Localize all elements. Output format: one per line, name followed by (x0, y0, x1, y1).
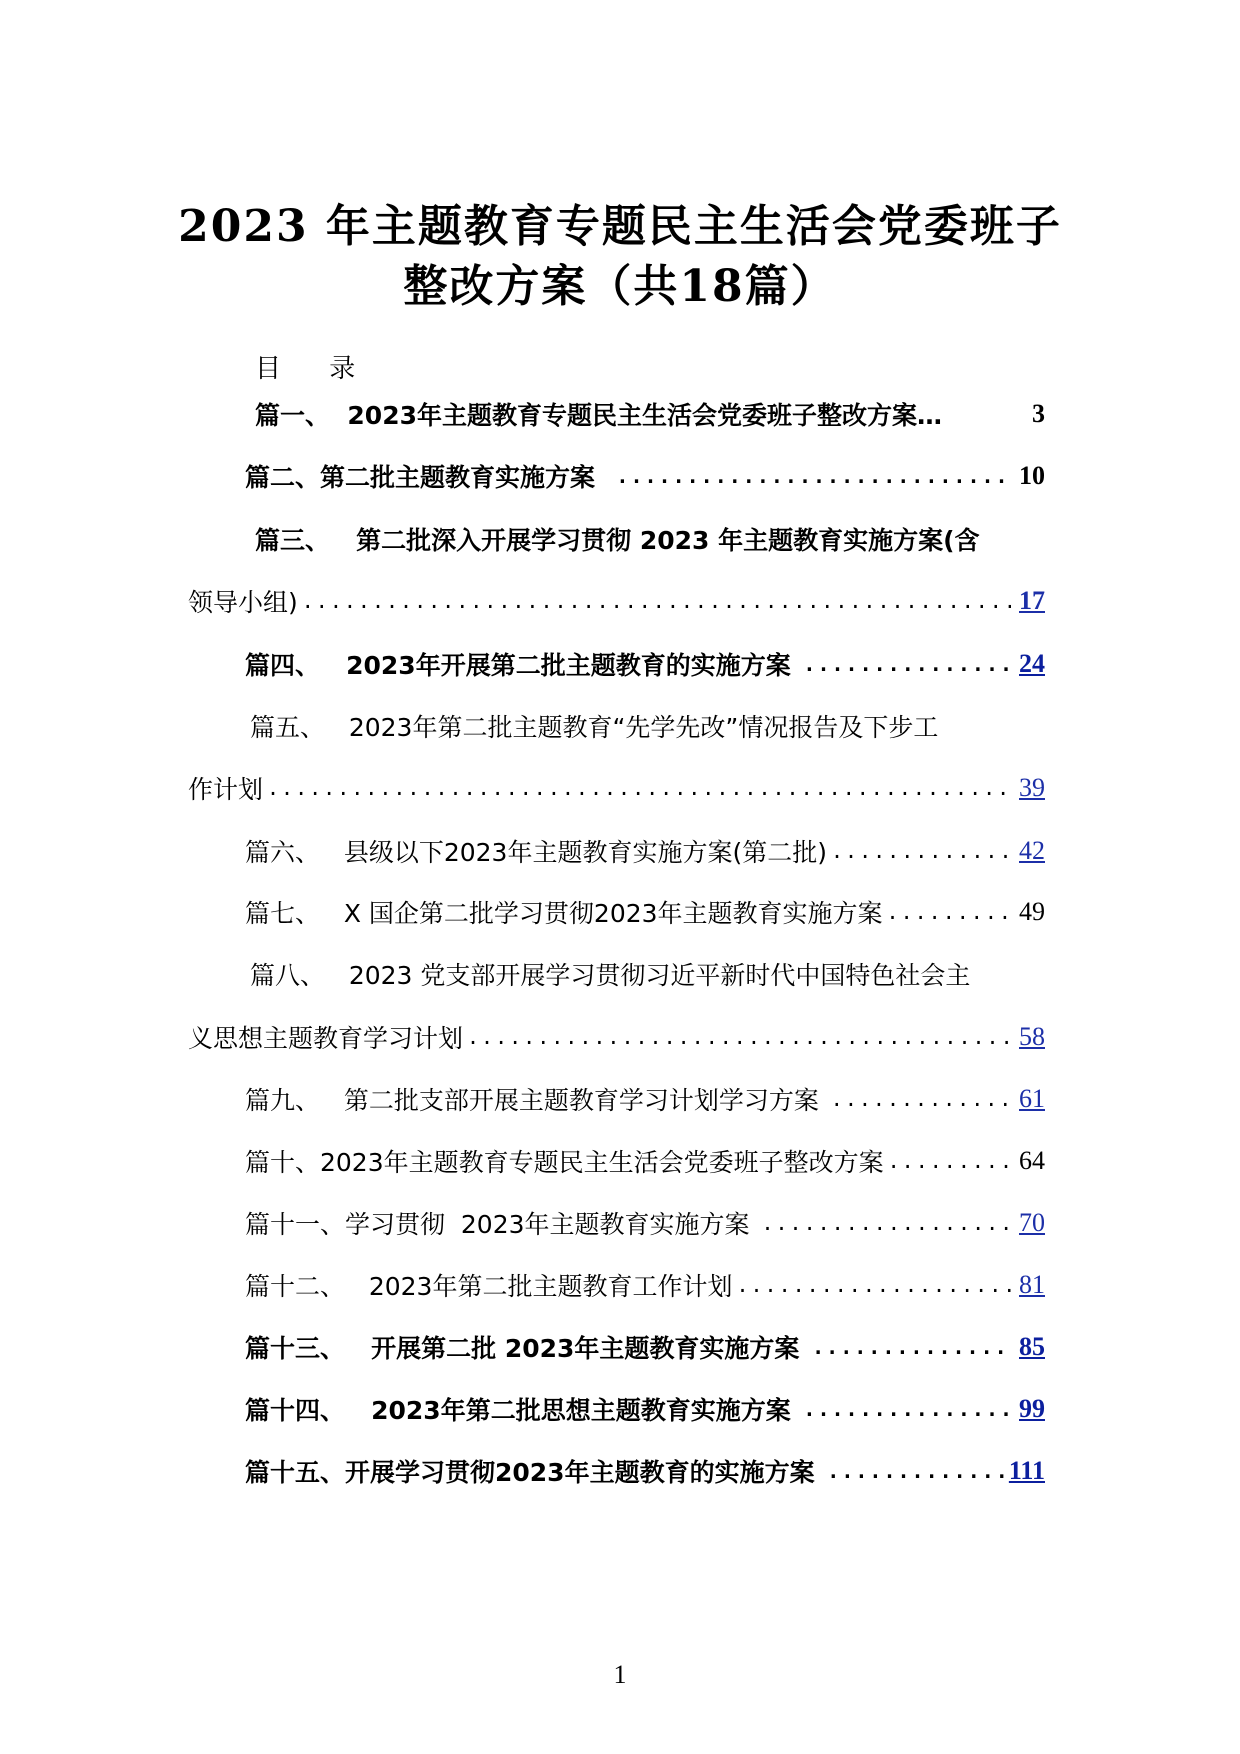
toc-entry-label: 篇七、 X 国企第二批学习贯彻2023年主题教育实施方案 (245, 899, 883, 928)
toc-leader (888, 1149, 1011, 1173)
toc-entry-12[interactable] (245, 1265, 1045, 1305)
toc-entry-10[interactable] (245, 1141, 1045, 1181)
toc-entry-label: 篇五、 2023年第二批主题教育“先学先改”情况报告及下步工 (250, 713, 939, 742)
toc-entry-label: 篇二、第二批主题教育实施方案 (245, 463, 613, 492)
toc-leader (302, 589, 1011, 613)
toc-page-link[interactable]: 58 (1019, 1022, 1045, 1051)
toc-page-link[interactable]: 99 (1019, 1394, 1045, 1423)
toc-entry-11[interactable] (245, 1203, 1045, 1243)
toc-entry-label: 作计划 (188, 775, 264, 804)
toc-page-link[interactable]: 61 (1019, 1084, 1045, 1113)
toc-entry-6[interactable] (245, 831, 1045, 871)
toc-entry-5-cont[interactable] (188, 768, 1045, 808)
page-number: 1 (613, 1660, 627, 1689)
toc-page-link[interactable]: 42 (1019, 836, 1045, 865)
toc-entry-label: 篇六、 县级以下2023年主题教育实施方案(第二批) (245, 838, 827, 867)
document-title-line1: 2023 年主题教育专题民主生活会党委班子 (178, 201, 1062, 252)
document-title-line2: 整改方案（共18篇） (403, 261, 837, 312)
toc-entry-label: 篇九、 第二批支部开展主题教育学习计划学习方案 (245, 1086, 827, 1115)
toc-page-number: 3 (1032, 399, 1045, 428)
toc-page-link[interactable]: 111 (1008, 1456, 1045, 1485)
toc-leader (803, 652, 1011, 676)
toc-entry-label: 篇十一、学习贯彻 2023年主题教育实施方案 (245, 1210, 758, 1239)
toc-leader (736, 1273, 1011, 1297)
toc-page-link[interactable]: 81 (1019, 1270, 1045, 1299)
toc-leader (467, 1025, 1011, 1049)
toc-leader (812, 1335, 1011, 1359)
toc-entry-label: 篇十二、 2023年第二批主题教育工作计划 (245, 1272, 733, 1301)
toc-entry-label: 篇三、 第二批深入开展学习贯彻 2023 年主题教育实施方案(含 (255, 526, 980, 555)
toc-page-link[interactable]: 17 (1019, 586, 1045, 615)
toc-entry-3-cont[interactable] (188, 581, 1045, 621)
toc-entry-label: 篇一、 2023年主题教育专题民主生活会党委班子整改方案… (255, 401, 942, 430)
toc-entry-5[interactable] (250, 706, 1060, 746)
toc-entry-4[interactable] (245, 644, 1045, 684)
toc-page-link[interactable]: 39 (1019, 773, 1045, 802)
toc-entry-7[interactable] (245, 892, 1045, 932)
toc-entry-14[interactable] (245, 1389, 1045, 1429)
toc-entry-label: 篇四、 2023年开展第二批主题教育的实施方案 (245, 651, 800, 680)
toc-leader (831, 1087, 1011, 1111)
toc-entry-label: 篇十、2023年主题教育专题民主生活会党委班子整改方案 (245, 1148, 884, 1177)
toc-entry-8-cont[interactable] (188, 1017, 1045, 1057)
toc-leader (887, 900, 1011, 924)
toc-heading: 目 录 (255, 354, 376, 384)
toc-entry-9[interactable] (245, 1079, 1045, 1119)
toc-entry-label: 领导小组) (188, 588, 298, 617)
toc-entry-label: 篇十三、 开展第二批 2023年主题教育实施方案 (245, 1334, 809, 1363)
toc-leader (827, 1459, 1005, 1483)
toc-entry-label: 篇十五、开展学习贯彻2023年主题教育的实施方案 (245, 1458, 824, 1487)
toc-entry-8[interactable] (250, 954, 1060, 994)
toc-entry-label: 义思想主题教育学习计划 (188, 1024, 464, 1053)
toc-leader (616, 464, 1011, 488)
toc-entry-13[interactable] (245, 1327, 1045, 1367)
toc-page-number: 49 (1019, 897, 1045, 926)
toc-entry-2[interactable] (245, 456, 1045, 496)
toc-leader (761, 1211, 1011, 1235)
toc-page-link[interactable]: 85 (1019, 1332, 1045, 1361)
toc-leader (831, 839, 1011, 863)
toc-page-number: 10 (1019, 461, 1045, 490)
toc-entry-label: 篇八、 2023 党支部开展学习贯彻习近平新时代中国特色社会主 (250, 961, 971, 990)
toc-entry-label: 篇十四、 2023年第二批思想主题教育实施方案 (245, 1396, 800, 1425)
toc-leader (267, 776, 1011, 800)
toc-entry-15[interactable] (245, 1451, 1045, 1491)
toc-entry-1[interactable] (255, 394, 1045, 434)
toc-entry-3[interactable] (255, 519, 1055, 559)
toc-page-link[interactable]: 70 (1019, 1208, 1045, 1237)
toc-page-link[interactable]: 24 (1019, 649, 1045, 678)
toc-page-number: 64 (1019, 1146, 1045, 1175)
toc-leader (803, 1397, 1011, 1421)
